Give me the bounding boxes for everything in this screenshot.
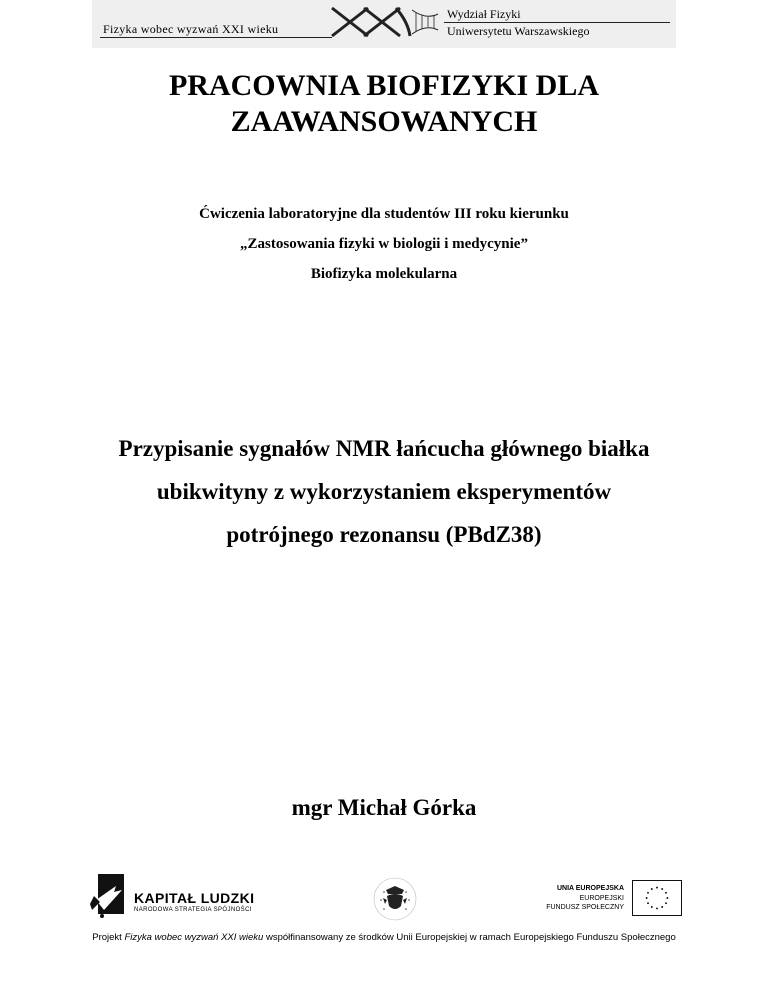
footer-prefix: Projekt <box>92 932 122 943</box>
author-name: mgr Michał Górka <box>291 795 477 820</box>
project-funding-note <box>0 932 768 943</box>
page-title <box>0 68 768 140</box>
title-line-1: PRACOWNIA BIOFIZYKI DLA <box>168 69 600 102</box>
subtitle-line-1: Ćwiczenia laboratoryjne dla studentów III roku kierunku <box>199 206 569 222</box>
eu-star-icon <box>651 906 653 908</box>
university-seal-icon <box>372 876 418 922</box>
footer-suffix: współfinansowany ze środków Unii Europejskiej w ramach Europejskiego Funduszu Społecznego <box>265 932 676 943</box>
subtitle-line-2: „Zastosowania fizyki w biologii i medycynie” <box>240 236 528 252</box>
header-university: Uniwersytetu Warszawskiego <box>447 24 590 38</box>
kapital-ludzki-title: KAPITAŁ LUDZKI <box>134 890 255 906</box>
eu-star-icon <box>666 897 668 899</box>
eu-star-icon <box>656 887 658 889</box>
eu-star-icon <box>651 888 653 890</box>
eu-star-icon <box>661 906 663 908</box>
eu-star-icon <box>647 892 649 894</box>
header-left-rule <box>100 37 332 38</box>
kapital-ludzki-subtitle: NARODOWA STRATEGIA SPÓJNOŚCI <box>134 907 252 913</box>
document-topic <box>0 427 768 556</box>
topic-line-3: potrójnego rezonansu (PBdZ38) <box>226 522 542 547</box>
xxi-logo-icon <box>330 4 440 40</box>
header-faculty: Wydział Fizyki <box>447 7 521 21</box>
topic-line-1: Przypisanie sygnałów NMR łańcucha głównego białka <box>118 436 650 461</box>
subtitle-line-3: Biofizyka molekularna <box>310 266 458 282</box>
subtitle-block <box>0 204 768 294</box>
title-line-2: ZAAWANSOWANYCH <box>230 105 538 138</box>
eu-union-label: UNIA EUROPEJSKA <box>556 885 624 892</box>
header-right-rule <box>444 22 670 23</box>
eu-star-icon <box>665 902 667 904</box>
header-project-name: Fizyka wobec wyzwań XXI wieku <box>103 22 279 36</box>
eu-fund-label <box>524 884 624 913</box>
eu-fund-line-1: EUROPEJSKI <box>579 894 624 902</box>
footer-project-name: Fizyka wobec wyzwań XXI wieku <box>124 932 264 943</box>
eu-star-icon <box>661 888 663 890</box>
eu-flag-icon <box>632 880 682 916</box>
topic-line-2: ubikwityny z wykorzystaniem eksperymentów <box>156 479 612 504</box>
eu-star-icon <box>647 902 649 904</box>
eu-fund-line-2: FUNDUSZ SPOŁECZNY <box>546 904 624 911</box>
eu-star-icon <box>665 892 667 894</box>
eu-star-icon <box>646 897 648 899</box>
eu-star-icon <box>656 907 658 909</box>
kapital-ludzki-logo-icon <box>88 870 128 920</box>
